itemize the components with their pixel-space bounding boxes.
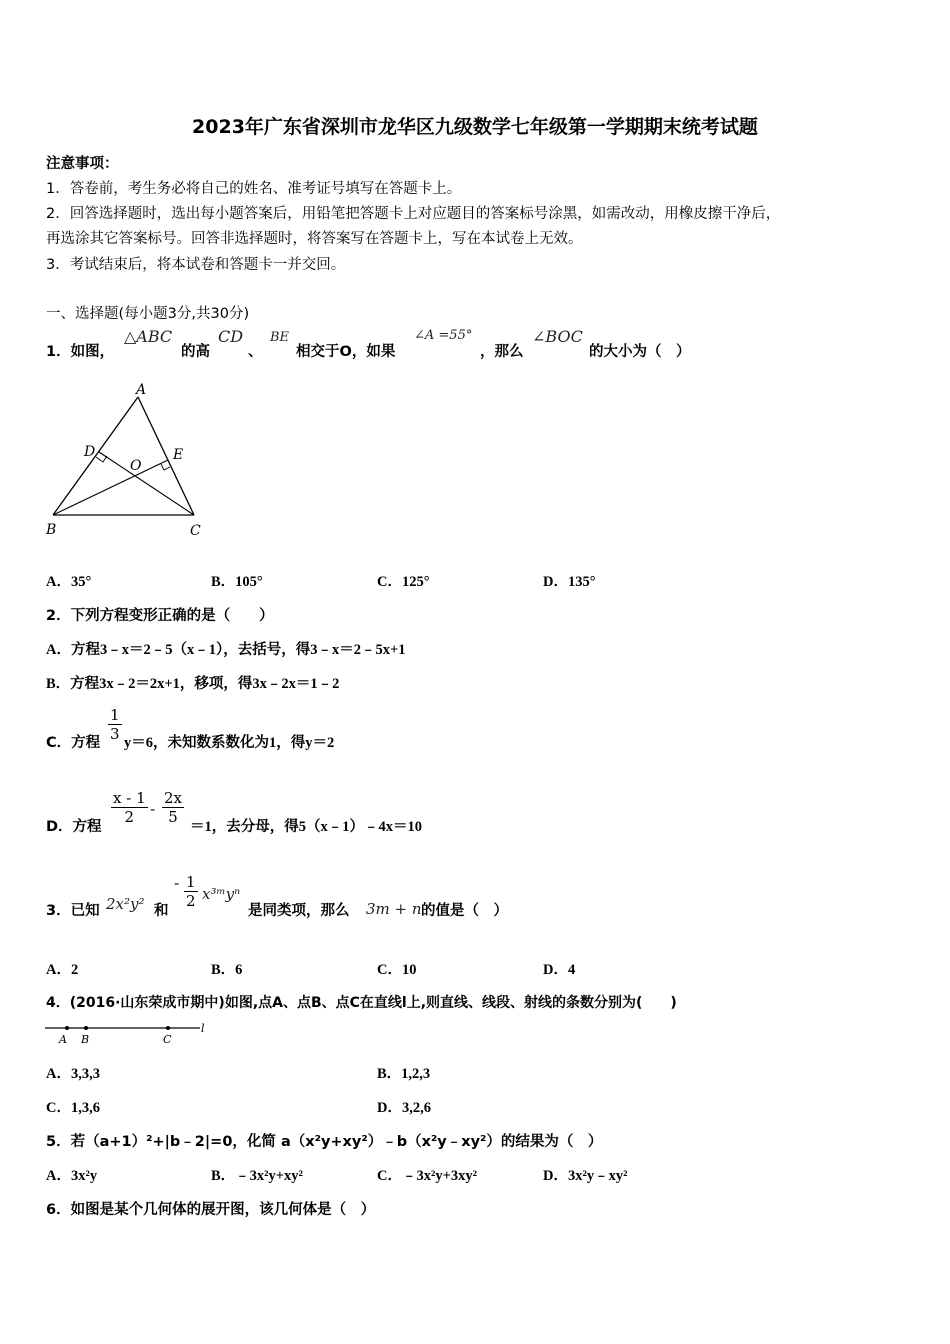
- q1-triangle-figure: [40, 378, 220, 543]
- q4-option-d[interactable]: D．3,2,6: [377, 1100, 431, 1116]
- q2-c-numerator: 1: [110, 706, 120, 724]
- q3-option-d[interactable]: D．4: [543, 962, 576, 978]
- q3-fraction: [184, 873, 198, 910]
- q1-text-2: 的高: [181, 344, 210, 360]
- q4-option-c[interactable]: C．1,3,6: [46, 1100, 100, 1116]
- q3-denominator: 2: [186, 892, 196, 910]
- q2-d-minus: -: [150, 802, 156, 818]
- q4-label-c: C: [163, 1033, 172, 1046]
- q5-option-b[interactable]: B．﹣3x²y+xy²: [211, 1168, 303, 1184]
- q1-label-c: C: [190, 523, 201, 539]
- q4-label-b: B: [81, 1033, 90, 1046]
- notice-item-2a: 2．回答选择题时，选出每小题答案后，用铅笔把答题卡上对应题目的答案标号涂黑，如需改动，用橡皮擦干净后，: [46, 206, 781, 222]
- q3-text-2: 和: [154, 903, 169, 919]
- q2-option-d-prefix[interactable]: D．方程: [46, 819, 102, 835]
- q1-text-3: 、: [248, 344, 263, 360]
- q3-option-b[interactable]: B．6: [211, 962, 243, 978]
- q4-stem: 4．(2016·山东荣成市期中)如图,点A、点B、点C在直线l上,则直线、线段、射线的条数分别为( ): [46, 995, 677, 1011]
- q2-d-f2-numerator: 2x: [164, 789, 183, 807]
- q1-math-angle-a: ∠A =55°: [414, 328, 473, 343]
- q1-math-cd: CD: [218, 327, 244, 346]
- q5-option-c[interactable]: C．﹣3x²y+3xy²: [377, 1168, 477, 1184]
- q3-text-4: 的值是（ ）: [421, 903, 508, 919]
- q2-d-f1-numerator: x - 1: [113, 789, 146, 807]
- q2-stem: 2．下列方程变形正确的是（ ）: [46, 608, 274, 624]
- q3-text-3: 是同类项，那么: [248, 903, 350, 919]
- q3-math-1: 2x²y²: [106, 895, 145, 913]
- notice-item-1: 1．答卷前，考生务必将自己的姓名、准考证号填写在答题卡上。: [46, 181, 462, 197]
- q1-option-d[interactable]: D．135°: [543, 574, 596, 590]
- q3-option-c[interactable]: C．10: [377, 962, 417, 978]
- q3-option-a[interactable]: A．2: [46, 962, 79, 978]
- q1-text-1: 1．如图，: [46, 344, 115, 360]
- q2-d-f2-denominator: 5: [168, 808, 178, 826]
- notice-heading: 注意事项：: [46, 156, 119, 172]
- section-heading: 一、选择题(每小题3分,共30分): [46, 306, 250, 322]
- q4-label-l: l: [201, 1022, 205, 1035]
- q2-d-fraction-1: [111, 789, 148, 826]
- notice-item-2b: 再选涂其它答案标号。回答非选择题时，将答案写在答题卡上，写在本试卷上无效。: [46, 231, 583, 247]
- q2-d-fraction-2: [162, 789, 184, 826]
- q2-d-f1-denominator: 2: [124, 808, 135, 826]
- q2-option-c-prefix[interactable]: C．方程: [46, 735, 101, 751]
- q1-text-4: 相交于O，如果: [296, 344, 396, 360]
- q3-math-2: x³ᵐyⁿ: [202, 885, 241, 903]
- q1-label-o: O: [130, 458, 142, 474]
- q1-math-angle-boc: ∠BOC: [532, 327, 583, 346]
- q1-label-b: B: [46, 522, 57, 538]
- q1-option-b[interactable]: B．105°: [211, 574, 263, 590]
- q4-line-figure: [40, 1018, 220, 1048]
- q4-option-b[interactable]: B．1,2,3: [377, 1066, 431, 1082]
- q1-option-a[interactable]: A．35°: [46, 574, 92, 590]
- q1-label-e: E: [173, 447, 184, 463]
- q1-label-a: A: [136, 382, 147, 398]
- q5-option-a[interactable]: A．3x²y: [46, 1168, 98, 1184]
- q4-label-a: A: [59, 1033, 67, 1046]
- q2-option-a[interactable]: A．方程3﹣x＝2﹣5（x﹣1），去括号，得3﹣x＝2﹣5x+1: [46, 642, 406, 658]
- q1-option-c[interactable]: C．125°: [377, 574, 430, 590]
- q6-stem: 6．如图是某个几何体的展开图，该几何体是（ ）: [46, 1202, 376, 1218]
- page-title: 2023年广东省深圳市龙华区九级数学七年级第一学期期末统考试题: [192, 116, 758, 138]
- q3-text-1: 3．已知: [46, 903, 100, 919]
- q1-math-triangle: △ABC: [124, 327, 173, 346]
- q3-neg-sign: -: [174, 876, 180, 892]
- q3-math-3: 3m + n: [366, 900, 422, 918]
- q4-option-a[interactable]: A．3,3,3: [46, 1066, 100, 1082]
- q5-option-d[interactable]: D．3x²y﹣xy²: [543, 1168, 628, 1184]
- q3-numerator: 1: [186, 873, 196, 891]
- q5-stem: 5．若（a+1）²+|b﹣2|=0，化简 a（x²y+xy²）﹣b（x²y﹣xy²）的结果为（ ）: [46, 1134, 603, 1150]
- q2-option-d-suffix: ＝1，去分母，得5（x﹣1）﹣4x＝10: [190, 819, 422, 835]
- q1-text-6: 的大小为（ ）: [589, 344, 691, 360]
- q2-option-c-suffix: y＝6，未知数系数化为1，得y＝2: [124, 735, 335, 751]
- q2-option-c-fraction: [108, 706, 122, 743]
- q2-c-denominator: 3: [110, 725, 120, 743]
- q1-math-be: BE: [270, 330, 290, 345]
- notice-item-3: 3．考试结束后，将本试卷和答题卡一并交回。: [46, 257, 346, 273]
- q2-option-b[interactable]: B．方程3x﹣2＝2x+1，移项，得3x﹣2x＝1﹣2: [46, 676, 340, 692]
- q1-label-d: D: [84, 444, 96, 460]
- q1-text-5: ，那么: [480, 344, 524, 360]
